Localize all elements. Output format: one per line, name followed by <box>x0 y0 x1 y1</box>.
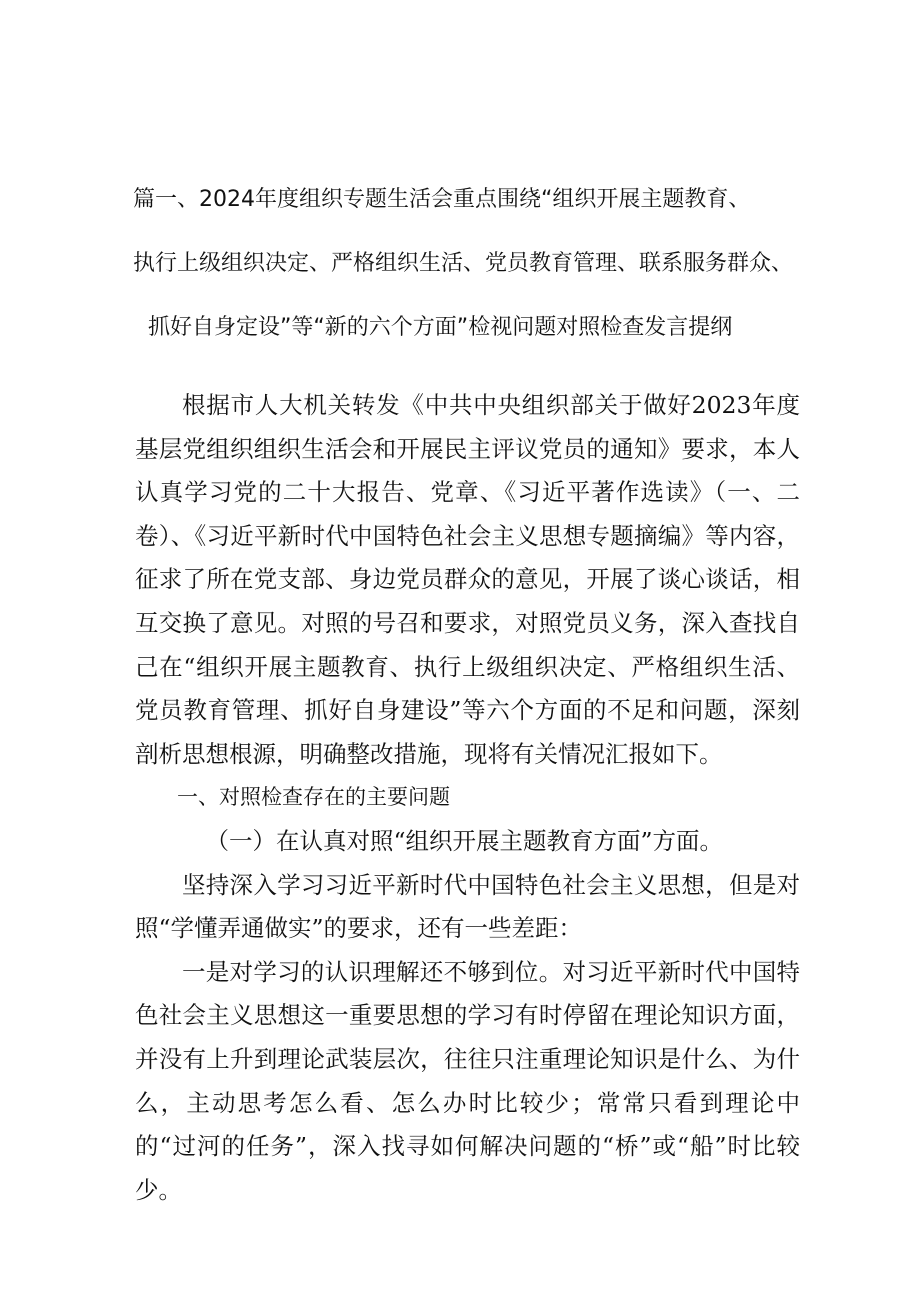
document-title <box>133 168 813 360</box>
intro-paragraph: 根据市人大机关转发《中共中央组织部关于做好2023年度基层党组织组织生活会和开展民主评议党员的通知》要求，本人认真学习党的二十大报告、党章、《习近平著作选读》（一、二卷）、《习近平新时代中国特色社会主义思想专题摘编》等内容，征求了所在党支部、身边党员群众的意见，开展了谈心谈话，相互交换了意见。对照的号召和要求，对照党员义务，深入查找自己在“组织开展主题教育、执行上级组织决定、严格组织生活、党员教育管理、抓好自身建设”等六个方面的不足和问题，深刻剖析思想根源，明确整改措施，现将有关情况汇报如下。 <box>135 391 800 768</box>
section-heading-1: 一、对照检查存在的主要问题 <box>177 785 450 810</box>
subsection-heading-1: （一）在认真对照“组织开展主题教育方面”方面。 <box>205 826 724 855</box>
title-line-3: 抓好自身定设”等“新的六个方面”检视问题对照检查发言提纲 <box>148 315 733 340</box>
document-body <box>135 384 800 1212</box>
study-paragraph: 坚持深入学习习近平新时代中国特色社会主义思想，但是对照“学懂弄通做实”的要求，还有一些差距： <box>135 870 800 943</box>
title-line-1: 篇一、2024年度组织专题生活会重点围绕“组织开展主题教育、 <box>133 187 751 212</box>
first-point-paragraph: 一是对学习的认识理解还不够到位。对习近平新时代中国特色社会主义思想这一重要思想的学习有时停留在理论知识方面，并没有上升到理论武装层次，往往只注重理论知识是什么、为什么，主动思考怎么看、怎么办时比较少；常常只看到理论中的“过河的任务”，深入找寻如何解决问题的“桥”或“船”时比较少。 <box>135 957 800 1204</box>
title-line-2: 执行上级组织决定、严格组织生活、党员教育管理、联系服务群众、 <box>133 251 794 276</box>
